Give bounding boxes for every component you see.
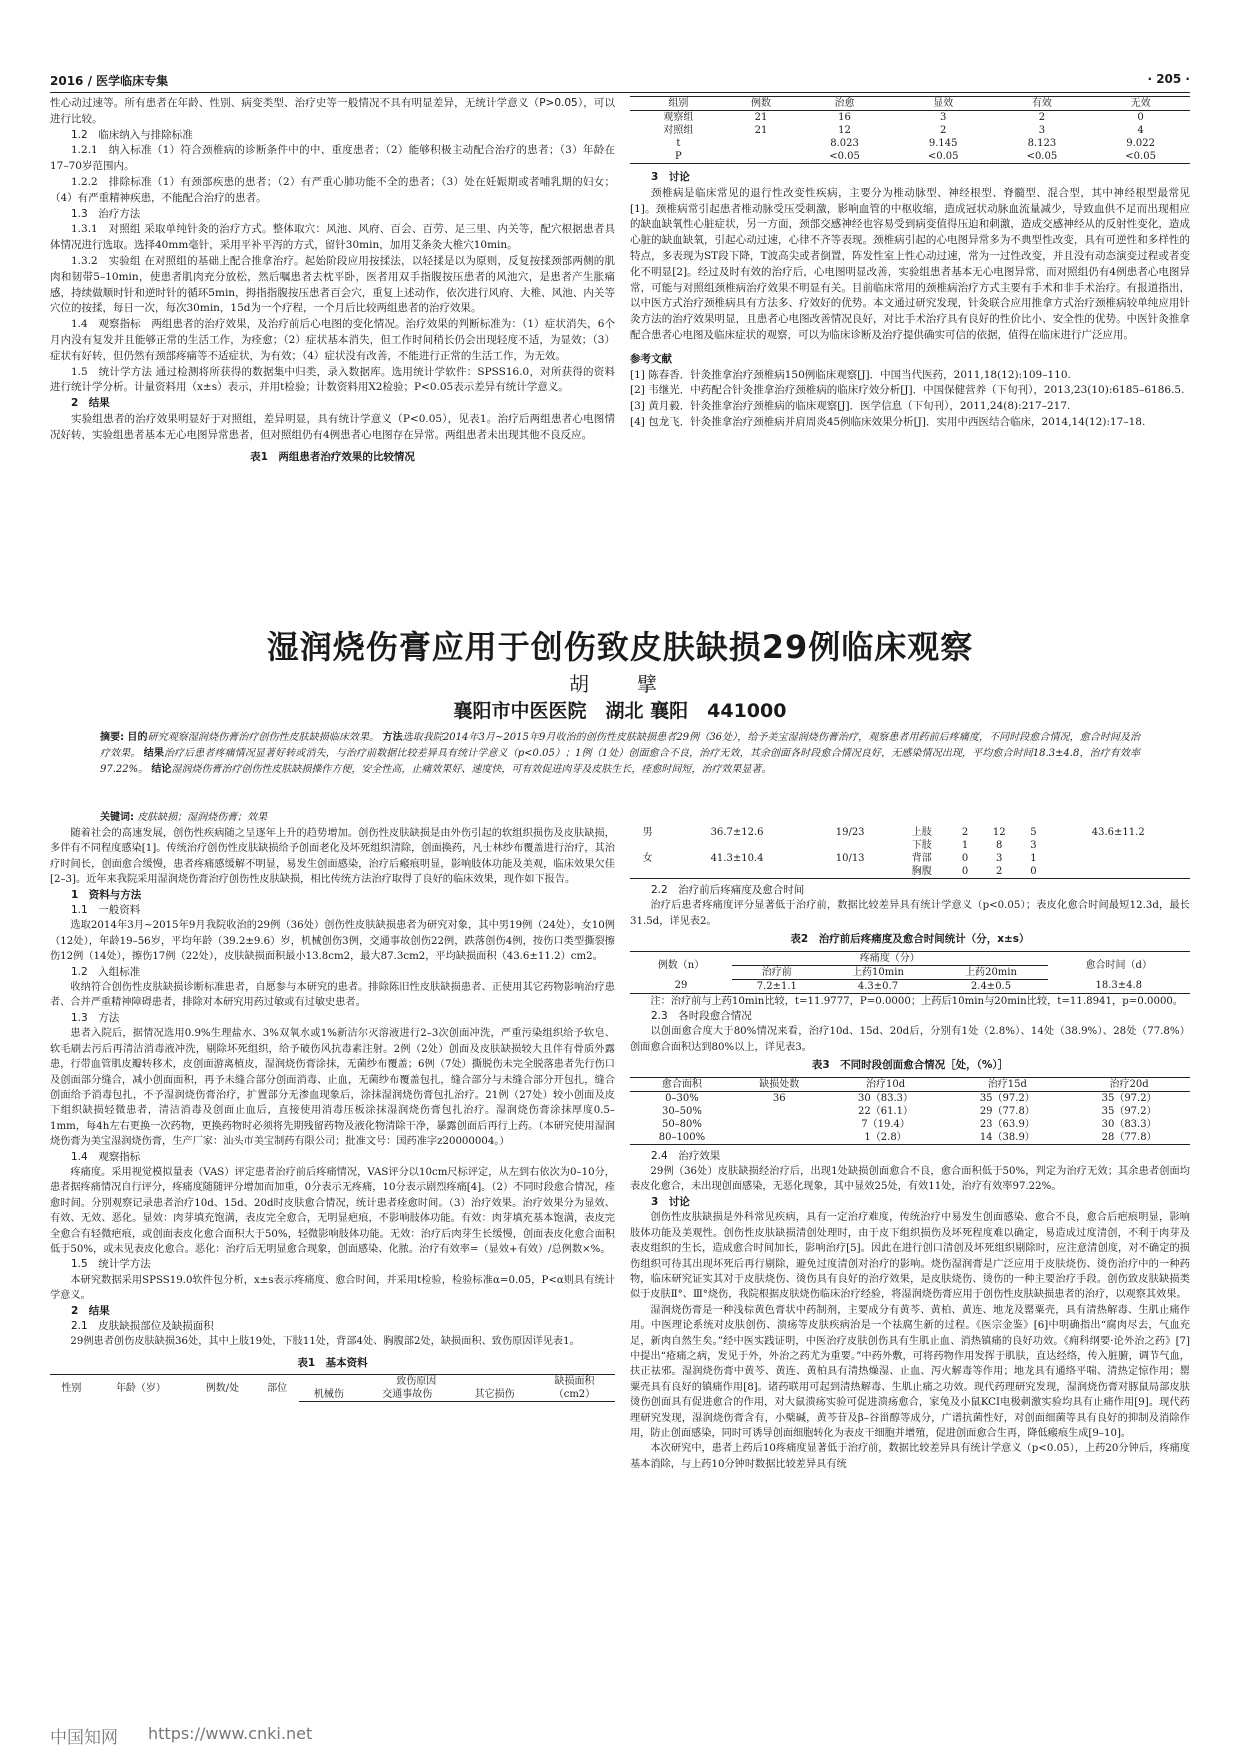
table-cell: 7（19.4） xyxy=(861,1118,910,1130)
col-header: 治愈 xyxy=(795,97,894,111)
abstract-part-text: 研究观察湿润烧伤膏治疗创伤性皮肤缺损临床效果。 xyxy=(147,732,380,743)
table-cell: 4 xyxy=(1137,125,1144,136)
section-heading: 1.4 观察指标 xyxy=(71,1150,141,1163)
abstract-part-label: 目的 xyxy=(127,732,148,743)
table-cell xyxy=(734,1118,825,1131)
abstract-part-text: 湿润烧伤膏治疗创伤性皮肤缺损操作方便，安全性高，止痛效果好、速度快，可有效促进肉芽及皮肤生长，痊愈时间短，治疗效果显著。 xyxy=(171,764,772,775)
paragraph: 治疗后患者疼痛度评分显著低于治疗前，数据比较差异具有统计学意义（p<0.05）；表皮化愈合时间最短12.3d，最长31.5d，详见表2。 xyxy=(630,900,1190,927)
col-header: 疼痛度（分） xyxy=(732,951,1047,965)
table1-caption: 表1 两组患者治疗效果的比较情况 xyxy=(250,450,415,463)
table-cell: 9.022 xyxy=(1126,138,1155,149)
keywords-label: 关键词: xyxy=(100,812,134,823)
col-subheader: （cm2） xyxy=(534,1388,615,1402)
table-cell xyxy=(665,839,808,852)
healing-table xyxy=(630,1077,1190,1145)
table-cell: 19/23 xyxy=(835,827,865,838)
table-cell: <0.05 xyxy=(1091,150,1190,164)
table-row xyxy=(630,1131,1190,1145)
table-row xyxy=(630,1091,1190,1105)
article-left-column xyxy=(50,826,615,1402)
table-cell: 男 xyxy=(642,827,653,838)
table-cell: 8.123 xyxy=(1027,138,1057,149)
table3-caption: 表3 不同时段创面愈合情况［处，（%）］ xyxy=(811,1059,1009,1072)
table-row xyxy=(630,839,1190,852)
prev-article-left-column xyxy=(50,96,615,468)
cnki-logo: 中国知网 xyxy=(50,1728,118,1748)
table-cell: 36.7±12.6 xyxy=(710,827,764,838)
paragraph: 1.3.2 实验组 在对照组的基础上配合推拿治疗。起始阶段应用按揉法，以轻揉是以为原则，反复按揉颈部两侧的肌肉和韧带5–10min，使患者肌肉充分放松，然后嘱患者去枕平卧，医者用双手指腹按压患者的风池穴，是患者产生胀痛感，持续做顺时针和逆时针的循环5min，拇指指腹按压患者百会穴，重复上述动作，依次进行风府、大椎、风池、内关等穴位的按揉，每日一次，每次30min，15d为一个疗程，一个月后比较两组患者的治疗效果。 xyxy=(50,254,615,315)
table-cell: 21 xyxy=(754,112,768,123)
table-cell: 3 xyxy=(1030,840,1037,851)
table-cell: 4.3±0.7 xyxy=(821,979,934,993)
table-cell xyxy=(1046,852,1190,865)
table-cell: <0.05 xyxy=(894,150,993,164)
table-cell: 胸腹 xyxy=(892,865,952,879)
table-note: 注：治疗前与上药10min比较，t=11.9777，P=0.0000；上药后10min与20min比较，t=11.8941，p=0.0000。 xyxy=(650,995,1184,1007)
col-subheader: 交通事故伤 xyxy=(359,1388,455,1402)
prev-article-right-column xyxy=(630,96,1190,431)
table-cell: 30–50% xyxy=(661,1105,702,1117)
table-cell: 上肢 xyxy=(911,827,932,838)
table-cell: 对照组 xyxy=(663,125,694,136)
table-cell: 50–80% xyxy=(661,1118,702,1130)
paragraph: 患者入院后，据情况选用0.9%生理盐水、3%双氧水或1%新洁尔灭溶液进行2–3次创面冲洗，严重污染组织给予软皂、软毛刷去污后再清洁消毒液冲洗，剔除坏死组织，给予破伤风抗毒素注射。2例（2处）创面及皮肤缺损较大且伴有骨质外露患，行带血管肌皮瓣转移术，皮创面游离植皮，湿润烧伤膏涂抹，无菌纱布覆盖；6例（7处）撕脱伤未完全脱落患者先行伤口及创面部分缝合，减小创面面积，再予未缝合部分创面消毒、止血，无菌纱布覆盖包扎，缝合部分与未缝合部分开包扎，缝合创面给予消毒包扎，不予湿润烧伤膏治疗，扩置部分无渗血现象后，涂抹湿润烧伤膏包扎治疗。21例（27处）较小创面及皮下组织缺损轻微患者，清洁消毒及创面止血后，直接使用消毒压板涂抹湿润烧伤膏包扎治疗。湿润烧伤膏涂抹厚度0.5–1mm，每4h左右更换一次药物，更换药物时必须将先期残留药物及液化物清除干净，暴露创面后再行上药。（本研究使用湿润烧伤膏为美宝湿润烧伤膏，生产厂家：汕头市美宝制药有限公司；批准文号：国药准字z20000004。） xyxy=(50,1028,615,1148)
reference-item: [3] 黄月毅．针灸推拿治疗颈椎病的临床观察[J]．医学信息（下旬刊），2011,24(8):217–217. xyxy=(630,400,1071,413)
table-cell: 43.6±11.2 xyxy=(1091,827,1145,838)
paragraph: 创伤性皮肤缺损是外科常见疾病，具有一定治疗难度，传统治疗中易发生创面感染、愈合不良，愈合后疤痕明显，影响肢体功能及美观性。创伤性皮肤缺损清创处理时，由于皮下组织损伤及坏死程度难以确定，易造成过度清创，不利于肉芽及表皮组织的生长，造成愈合时间加长，影响治疗[5]。因此在进行创口清创及坏死组织剔除时，应注意清创度，对不确定的损伤组织可待其出现坏死后再行剔除，避免过度清创对治疗的影响。烧伤湿润膏是广泛应用于皮肤烧伤、烫伤治疗中的一种药物，临床研究证实其对于皮肤烧伤、烫伤具有良好的治疗效果，是皮肤烧伤、烫伤的一种主要治疗手段。创伤致皮肤缺损类似于皮肤Ⅱ°、Ⅲ°烧伤，我院根据皮肤烧伤临床治疗经验，将湿润烧伤膏应用于创伤性皮肤缺损患者的治疗，以观察其效果。 xyxy=(630,1212,1190,1301)
table-row xyxy=(630,137,1190,150)
table-cell: 22（61.1） xyxy=(858,1105,914,1117)
col-subheader: 治疗前 xyxy=(732,965,821,979)
table-cell xyxy=(734,1105,825,1118)
section-heading: 3 讨论 xyxy=(651,1195,690,1208)
table-cell: 30（83.3） xyxy=(1101,1118,1157,1130)
paragraph: 疼痛度。采用视觉模拟量表（VAS）评定患者治疗前后疼痛情况，VAS评分以10cm尺标评定，从左到右依次为0–10分，患者据疼痛情况自行评分，疼痛度随随评分增加而加重，0分表示无疼痛，10分表示剧烈疼痛[4]。（2）不同时段愈合情况，痊愈时间。分别观察记录患者治疗10d、15d、20d时皮肤愈合情况，统计患者痊愈时间。（3）治疗效果。治疗效果分为显效、有效、无效、恶化。显效：肉芽填充饱满，表皮完全愈合，无明显疤痕，不影响肢体功能。有效：肉芽填充基本饱满，表皮完全愈合有轻微疤痕，或创面表皮化愈合面积大于50%，轻微影响肢体功能。无效：治疗后肉芽生长缓慢，创面表皮化愈合面积低于50%，或未见表皮化愈合。恶化：治疗后无明显愈合现象，创面感染、化脓。治疗有效率=（显效+有效）/总例数×%。 xyxy=(50,1166,616,1255)
table-row xyxy=(630,979,1190,993)
prev-table1 xyxy=(630,96,1190,164)
basic-data-table-caption: 表1 基本资料 xyxy=(297,1356,368,1369)
section-heading: 1.3 治疗方法 xyxy=(71,207,141,220)
table-cell: 12 xyxy=(838,125,851,136)
table-row xyxy=(630,865,1190,879)
col-subheader: 上药10min xyxy=(821,965,934,979)
section-heading: 2.3 各时段愈合情况 xyxy=(651,1010,752,1023)
table-cell: 3 xyxy=(996,853,1003,864)
section-heading: 1.5 统计学方法 xyxy=(71,1258,151,1271)
abstract-part-text: 选取我院2014年3月~2015年9月收治的创伤性皮肤缺损患者29例（36处），给予美宝湿润烧伤膏治疗，观察患者用药前后疼痛度，不同时段愈合情况，愈合时间及治疗效果。 xyxy=(100,732,1141,759)
table-cell: 35（97.2） xyxy=(1101,1105,1157,1117)
table-cell: 35（97.2） xyxy=(1101,1092,1157,1104)
table-cell: 0–30% xyxy=(665,1092,699,1104)
article-title: 湿润烧伤膏应用于创伤致皮肤缺损29例临床观察 xyxy=(266,628,974,666)
paragraph: 29例（36处）皮肤缺损经治疗后，出现1处缺损创面愈合不良，愈合面积低于50%，判定为治疗无效；其余患者创面均表皮化愈合，未出现创面感染，无恶化现象，其中显效25处，有效11处，治疗有效率97.22%。 xyxy=(630,1166,1190,1193)
section-heading: 2 结果 xyxy=(71,397,110,410)
section-heading: 3 讨论 xyxy=(651,171,690,183)
paragraph: 选取2014年3月~2015年9月我院收治的29例（36处）创伤性皮肤缺损患者为研究对象，其中男19例（24处），女10例（12处），年龄19–56岁，平均年龄（39.2±9.6）岁，机械创伤3例，交通事故创伤22例，跌落创伤4例，按伤口类型撕裂擦伤12例（14处），擦伤17例（22处），皮肤缺损面积最小13.8cm2，最大87.3cm2，平均缺损面积（43.6±11.2）cm2。 xyxy=(50,920,615,963)
section-heading: 1.2 入组标准 xyxy=(71,965,141,978)
table-cell: 2 xyxy=(978,865,1020,879)
abstract-part-text: 治疗后患者疼痛情况显著好转或消失，与治疗前数据比较差异具有统计学意义（p<0.05）；1例（1处）创面愈合不良，治疗无效，其余创面各时段愈合情况良好，无感染情况出现，平均愈合时间18.3±4.8，治疗有效率97.22%。 xyxy=(100,748,1140,775)
table-cell xyxy=(809,839,892,852)
table-cell: 12 xyxy=(992,827,1006,838)
abstract xyxy=(100,730,1140,778)
paragraph: 1.2.1 纳入标准（1）符合颈椎病的诊断条件中的中、重度患者；（2）能够积极主动配合治疗的患者；（3）年龄在17–70岁范围内。 xyxy=(50,144,615,173)
table-cell: 背部 xyxy=(911,853,932,864)
table-cell: 下肢 xyxy=(911,840,932,851)
header-rule xyxy=(50,92,1190,93)
section-heading: 2.1 皮肤缺损部位及缺损面积 xyxy=(71,1320,214,1332)
section-heading: 1.1 一般资料 xyxy=(71,904,141,917)
col-header: 部位 xyxy=(256,1375,299,1402)
table-cell xyxy=(809,865,892,879)
table-cell: 29 xyxy=(630,979,732,993)
col-header: 组别 xyxy=(630,97,727,111)
col-header: 年龄（岁） xyxy=(93,1375,189,1402)
paragraph: 颈椎病是临床常见的退行性改变性疾病，主要分为椎动脉型、神经根型、脊髓型、混合型，其中神经根型最常见[1]。颈椎病常引起患者椎动脉受压受刺激，影响血管的中枢收缩，造成冠状动脉血流量减少，导致血供不足而出现相应的缺血缺氧性心脏症状，另一方面，颈部交感神经也容易受到病变值得压迫和刺激，造成交感神经从的反射性变化，造成心脏的缺血缺氧，引起心动过速，心律不齐等表现。颈椎病引起的心电图异常多为不典型性改变，具有可逆性和多样性的特点，多表现为ST段下降，T波高尖或者倒置，阵发性室上性心动过速，常为一过性改变，并且没有动态演变过程或者变化不明显[2]。经过及时有效的治疗后，心电图明显改善，实验组患者基本无心电图异常，而对照组仍有4例患者心电图异常，可能与对照组颈椎病治疗效果不明显有关。目前临床常用的颈椎病治疗方式主要有手术和非手术治疗。有报道指出，以中医方式治疗颈椎病具有方法多、疗效好的优势。本文通过研究发现，针灸联合应用推拿方式治疗颈椎病较单纯应用针灸方法的治疗效果明显，且患者心电图改善情况良好，对比手术治疗具有良好的性价比小、安全性的优势。中医针灸推拿配合患者心电图及临床症状的观察，可以为临床诊断及治疗提供确实可信的依据，值得在临床进行广泛应用。 xyxy=(630,186,1190,341)
cnki-url[interactable]: https://www.cnki.net xyxy=(148,1724,313,1743)
table-row xyxy=(630,1105,1190,1118)
table-cell: 3 xyxy=(1038,125,1046,136)
col-subheader: 其它损伤 xyxy=(455,1388,533,1402)
paragraph: 实验组患者的治疗效果明显好于对照组，差异明显，具有统计学意义（P<0.05），见表1。治疗后两组患者心电图情况好转，实验组患者基本无心电图异常患者，但对照组仍有4例患者心电图存在异常。两组患者未出现其他不良反应。 xyxy=(50,412,615,441)
table-cell: 7.2±1.1 xyxy=(732,979,821,993)
paragraph: 1.4 观察指标 两组患者的治疗效果，及治疗前后心电图的变化情况。治疗效果的判断标准为：（1）症状消失，6个月内没有复发并且能够正常的生活工作，为痊愈；（2）症状基本消失，但工作时间稍长仍会出现轻度不适，为显效；（3）症状有好转，但仍然有颈部疼痛等不适症状，为有效；（4）症状没有改善，不能进行正常的生活工作，为无效。 xyxy=(50,318,615,362)
table-cell: 16 xyxy=(838,112,851,123)
paragraph: 本次研究中，患者上药后10疼痛度显著低于治疗前，数据比较差异具有统计学意义（p<0.05），上药20分钟后，疼痛度基本消除，与上药10分钟时数据比较差异具有统 xyxy=(630,1443,1190,1470)
abstract-part-label: 结论 xyxy=(151,764,172,775)
table-cell: 80–100% xyxy=(630,1131,734,1145)
table-cell: 35（97.2） xyxy=(979,1092,1035,1104)
table-cell: 1（2.8） xyxy=(825,1131,947,1145)
col-header: 有效 xyxy=(993,97,1092,111)
paragraph: 随着社会的高速发展，创伤性疾病随之呈逐年上升的趋势增加。创伤性皮肤缺损是由外伤引起的软组织损伤及皮肤缺损，多伴有不同程度感染[1]。传统治疗创伤性皮肤缺损给予创面老化及坏死组织清除，创面换药，凡士林纱布覆盖进行治疗，其治疗时间长，创面愈合缓慢，患者疼痛感缓解不明显，易发生创面感染，治疗后瘢痕明显，影响肢体功能及美观，临床效果欠佳[2–3]。近年来我院采用湿润烧伤膏治疗创伤性皮肤缺损，相比传统方法治疗取得了良好的临床效果，现作如下报告。 xyxy=(50,828,615,886)
article-author: 胡 擘 xyxy=(569,672,671,696)
table-cell: 0 xyxy=(952,865,978,879)
paragraph: 性心动过速等。所有患者在年龄、性别、病变类型、治疗史等一般情况不具有明显差异，无统计学意义（P>0.05），可以进行比较。 xyxy=(50,97,615,125)
keywords-text: 皮肤缺损；湿润烧伤膏；效果 xyxy=(137,812,268,823)
col-header: 治疗15d xyxy=(946,1077,1068,1091)
table-cell: t xyxy=(676,138,681,149)
table-cell: 1 xyxy=(961,840,969,851)
table-cell: 0 xyxy=(961,853,969,864)
col-header: 例数（n） xyxy=(630,951,732,979)
table-cell: 18.3±4.8 xyxy=(1048,979,1190,993)
col-header: 无效 xyxy=(1091,97,1190,111)
references-title: 参考文献 xyxy=(630,352,672,365)
table-cell: 8.023 xyxy=(830,138,859,149)
table-cell: 23（63.9） xyxy=(979,1118,1035,1130)
section-heading: 2.2 治疗前后疼痛度及愈合时间 xyxy=(651,884,805,896)
table-cell: 28（77.8） xyxy=(1068,1131,1190,1145)
col-header: 治疗10d xyxy=(825,1077,947,1091)
paragraph: 1.2.2 排除标准（1）有颈部疾患的患者；（2）有严重心肺功能不全的患者；（3）处在妊娠期或者哺乳期的妇女；（4）有严重精神疾患，不能配合治疗的患者。 xyxy=(50,175,615,204)
table2-caption: 表2 治疗前后疼痛度及愈合时间统计（分，x±s） xyxy=(790,933,1030,946)
table-row xyxy=(630,826,1190,839)
col-header: 愈合时间（d） xyxy=(1048,951,1190,979)
col-header: 例数/处 xyxy=(189,1375,256,1402)
keywords xyxy=(100,808,1140,823)
table-cell: 36 xyxy=(772,1092,786,1104)
col-header: 愈合面积 xyxy=(630,1077,734,1091)
paragraph: 湿润烧伤膏是一种浅棕黄色膏状中药制剂，主要成分有黄芩、黄柏、黄连、地龙及罂粟壳，具有清热解毒、生肌止痛作用。中医理论系统对皮肤创伤、溃疡等皮肤疾病治是一个祛腐生新的过程。《医宗金鉴》[6]中明确指出“腐肉尽去，气血充足，新肉自然生矣。”经中医实践证明，中医治疗皮肤创伤具有生肌止血、消热镇痛的良好功效。《痈科纲要·论外治之药》[7]中提出“疮痛之病，发见于外，外治之药尤为重要。”中药外敷，可将药物作用发挥于肌肤，直达经络，传入脏腑，调节气血，扶正祛邪。湿润烧伤膏中黄芩、黄连、黄柏具有清热燥湿、止血、泻火解毒等作用；地龙具有通络平喘、清热定惊作用；罂粟壳具有良好的镇痛作用[8]。诸药联用可起到清热解毒、生肌止痛之功效。现代药理研究发现，湿润烧伤膏对豚鼠局部皮肤烫伤创面具有促进愈合的作用，对大鼠溃疡实验可促进溃疡愈合，家兔及小鼠KCI电极刺激实验均具有止痛作用[9]。现代药理研究发现，湿润烧伤膏含有，小檗碱，黄芩苷及β–谷甾醇等成分，广谱抗菌性好，对创面细菌等具有良好的抑制及消除作用，防止创面感染，同时可诱导创面细胞转化为表皮干细胞并增殖，促进创面愈合生再，降低瘢痕生成[9–10]。 xyxy=(630,1304,1190,1439)
basic-data-table-header xyxy=(50,1374,615,1402)
pain-healing-table xyxy=(630,951,1190,994)
basic-data-table-body xyxy=(630,826,1190,879)
article-right-column xyxy=(630,826,1190,1472)
article-affiliation: 襄阳市中医医院 湖北 襄阳 441000 xyxy=(453,700,787,722)
table-cell: 29（77.8） xyxy=(979,1105,1035,1117)
running-header-right: · 205 · xyxy=(1147,72,1190,86)
paragraph: 收纳符合创伤性皮肤缺损诊断标准患者，自愿参与本研究的患者。排除陈旧性皮肤缺损患者、正使用其它药物影响治疗患者、合并严重精神障碍患者，排除对本研究用药过敏或有过敏史患者。 xyxy=(50,982,615,1009)
table-row xyxy=(630,124,1190,137)
table-cell xyxy=(727,150,795,164)
section-heading: 2 结果 xyxy=(71,1304,110,1317)
table-cell: 观察组 xyxy=(663,112,694,123)
col-subheader: 上药20min xyxy=(935,965,1048,979)
table-cell: 5 xyxy=(1030,827,1037,838)
col-header: 显效 xyxy=(894,97,993,111)
table-cell: 女 xyxy=(642,853,653,864)
section-heading: 1.3 方法 xyxy=(71,1011,120,1024)
table-cell: 2 xyxy=(1038,112,1046,123)
table-cell xyxy=(734,1131,825,1145)
col-subheader: 机械伤 xyxy=(299,1388,360,1402)
table-cell: 2 xyxy=(961,827,969,838)
col-header: 缺损面积 xyxy=(534,1375,615,1389)
paragraph: 1.5 统计学方法 通过检测将所获得的数据集中归类，录入数据库。选用统计学软件：SPSS16.0，对所获得的资料进行统计学分析。计量资料用（x±s）表示，并用t检验；计数资料用X2检验；P<0.05表示差异有统计学意义。 xyxy=(50,365,615,394)
paragraph: 本研究数据采用SPSS19.0软件包分析，x±s表示疼痛度、愈合时间，并采用t检验，检验标准α=0.05，P<α则具有统计学意义。 xyxy=(50,1274,615,1302)
table-cell: 3 xyxy=(940,112,947,123)
table-cell: 0 xyxy=(1020,865,1046,879)
table-cell: 0 xyxy=(1137,112,1144,123)
paragraph: 以创面愈合度大于80%情况来看，治疗10d、15d、20d后，分别有1处（2.8%）、14处（38.9%）、28处（77.8%）创面愈合面积达到80%以上，详见表3。 xyxy=(630,1026,1190,1053)
section-heading: 1.2 临床纳入与排除标准 xyxy=(71,128,193,141)
abstract-part-label: 结果 xyxy=(143,748,164,759)
abstract-part-label: 方法 xyxy=(382,732,403,743)
table-cell: <0.05 xyxy=(993,150,1092,164)
paragraph: 1.3.1 对照组 采取单纯针灸的治疗方式。整体取穴：风池、风府、百会、百劳、足三里、内关等，配穴根据患者具体情况进行选取。选择40mm毫针，采用平补平泻的方式，留针30min，加用艾条灸大椎穴10min。 xyxy=(50,223,615,252)
table-cell: P xyxy=(630,150,727,164)
table-cell: 41.3±10.4 xyxy=(710,853,764,864)
reference-item: [4] 包龙飞．针灸推拿治疗颈椎病并肩周炎45例临床效果分析[J]．实用中西医结合临床，2014,14(12):17–18. xyxy=(630,415,1146,428)
table-cell: 21 xyxy=(754,125,768,136)
table-row xyxy=(630,852,1190,865)
col-header: 致伤原因 xyxy=(299,1375,534,1389)
table-row xyxy=(630,1118,1190,1131)
section-heading: 2.4 治疗效果 xyxy=(651,1149,721,1162)
table-cell xyxy=(630,839,665,852)
table-cell: 30（83.3） xyxy=(858,1092,914,1104)
table-cell xyxy=(665,865,808,879)
table-cell: 14（38.9） xyxy=(946,1131,1068,1145)
abstract-label: 摘要: xyxy=(100,732,125,743)
table-cell: 2.4±0.5 xyxy=(935,979,1048,993)
table-cell xyxy=(1046,865,1190,879)
col-header: 性别 xyxy=(50,1375,93,1402)
table-cell xyxy=(727,137,795,150)
paragraph: 29例患者创伤皮肤缺损36处，其中上肢19处，下肢11处，背部4处、胸腹部2处，缺损面积、致伤原因详见表1。 xyxy=(70,1336,580,1348)
table-cell xyxy=(630,865,665,879)
table-cell: <0.05 xyxy=(795,150,894,164)
running-header-left: 2016 / 医学临床专集 xyxy=(50,74,169,88)
section-heading: 1 资料与方法 xyxy=(71,888,142,901)
table-row xyxy=(630,150,1190,164)
reference-item: [2] 韦继光．中药配合针灸推拿治疗颈椎病的临床疗效分析[J]．中国保健营养（下旬刊），2013,23(10):6185–6186.5. xyxy=(630,384,1185,397)
table-cell: 1 xyxy=(1030,853,1037,864)
table-row xyxy=(630,111,1190,125)
table-cell: 8 xyxy=(996,840,1003,851)
col-header: 缺损处数 xyxy=(734,1077,825,1091)
table-cell: 9.145 xyxy=(928,138,958,149)
table-cell: 10/13 xyxy=(835,853,865,864)
reference-item: [1] 陈春香．针灸推拿治疗颈椎病150例临床观察[J]．中国当代医药，2011,18(12):109–110. xyxy=(630,368,1071,381)
table-cell xyxy=(1046,839,1190,852)
col-header: 治疗20d xyxy=(1068,1077,1190,1091)
col-header: 例数 xyxy=(727,97,795,111)
table-cell: 2 xyxy=(940,125,947,136)
